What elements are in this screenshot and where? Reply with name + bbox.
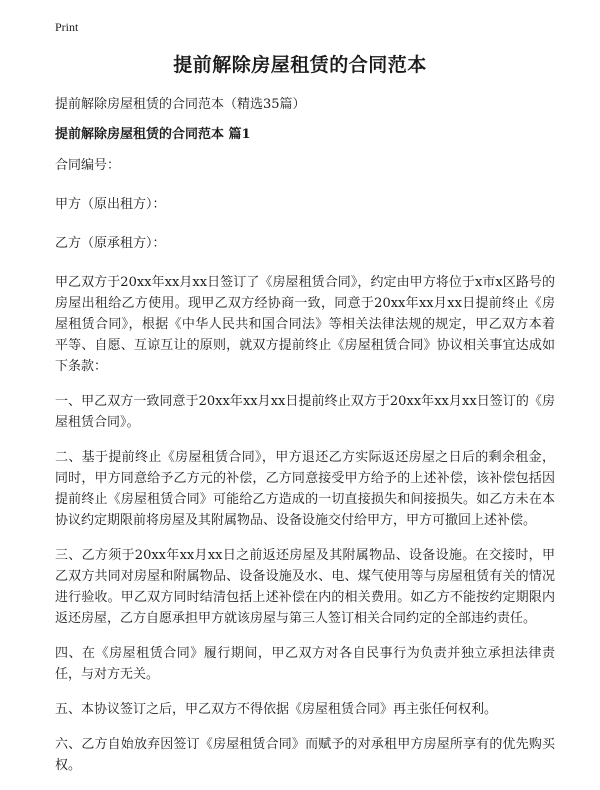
clause-1: 一、甲乙双方一致同意于20xx年xx月xx日提前终止双方于20xx年xx月xx日签订的《房屋租赁合同》。 — [55, 394, 555, 430]
clause-3: 三、乙方须于20xx年xx月xx日之前返还房屋及其附属物品、设备设施。在交接时，甲乙双方共同对房屋和附属物品、设备设施及水、电、煤气使用等与房屋租赁有关的情况进行验收。甲乙双方同时结清包括上述补偿在内的相关费用。如乙方不能按约定期限内返还房屋，乙方自愿承担甲方就该房屋与第三人签订相关合同约定的全部违约责任。 — [55, 548, 555, 626]
clause-2: 二、基于提前终止《房屋租赁合同》，甲方退还乙方实际返还房屋之日后的剩余租金，同时，甲方同意给予乙方元的补偿，乙方同意接受甲方给予的上述补偿，该补偿包括因提前终止《房屋租赁合同》可能给乙方造成的一切直接损失和间接损失。如乙方未在本协议约定期限前将房屋及其附属物品、设备设施交付给甲方，甲方可撤回上述补偿。 — [55, 450, 555, 528]
section-heading: 提前解除房屋租赁的合同范本 篇1 — [55, 127, 251, 142]
clause-5: 五、本协议签订之后，甲乙双方不得依据《房屋租赁合同》再主张任何权利。 — [55, 702, 498, 717]
document-body — [55, 94, 555, 790]
document-subtitle: 提前解除房屋租赁的合同范本（精选35篇） — [55, 97, 306, 112]
party-a-field: 甲方（原出租方）： — [55, 197, 166, 212]
document-title: 提前解除房屋租赁的合同范本 — [173, 54, 427, 76]
print-link[interactable]: Print — [55, 20, 79, 34]
clause-6: 六、乙方自始放弃因签订《房屋租赁合同》而赋予的对承租甲方房屋所享有的优先购买权。 — [55, 737, 555, 773]
clause-4: 四、在《房屋租赁合同》履行期间，甲乙双方对各自民事行为负责并独立承担法律责任，与对方无关。 — [55, 646, 555, 682]
party-b-field: 乙方（原承租方）： — [55, 236, 166, 251]
preamble-paragraph: 甲乙双方于20xx年xx月xx日签订了《房屋租赁合同》，约定由甲方将位于x市x区路号的房屋出租给乙方使用。现甲乙双方经协商一致，同意于20xx年xx月xx日提前终止《房屋租赁合同》，根据《中华人民共和国合同法》等相关法律法规的规定，甲乙双方本着平等、自愿、互谅互让的原则，就双方提前终止《房屋租赁合同》协议相关事宜达成如下条款： — [55, 275, 555, 374]
contract-number-field: 合同编号： — [55, 158, 121, 173]
